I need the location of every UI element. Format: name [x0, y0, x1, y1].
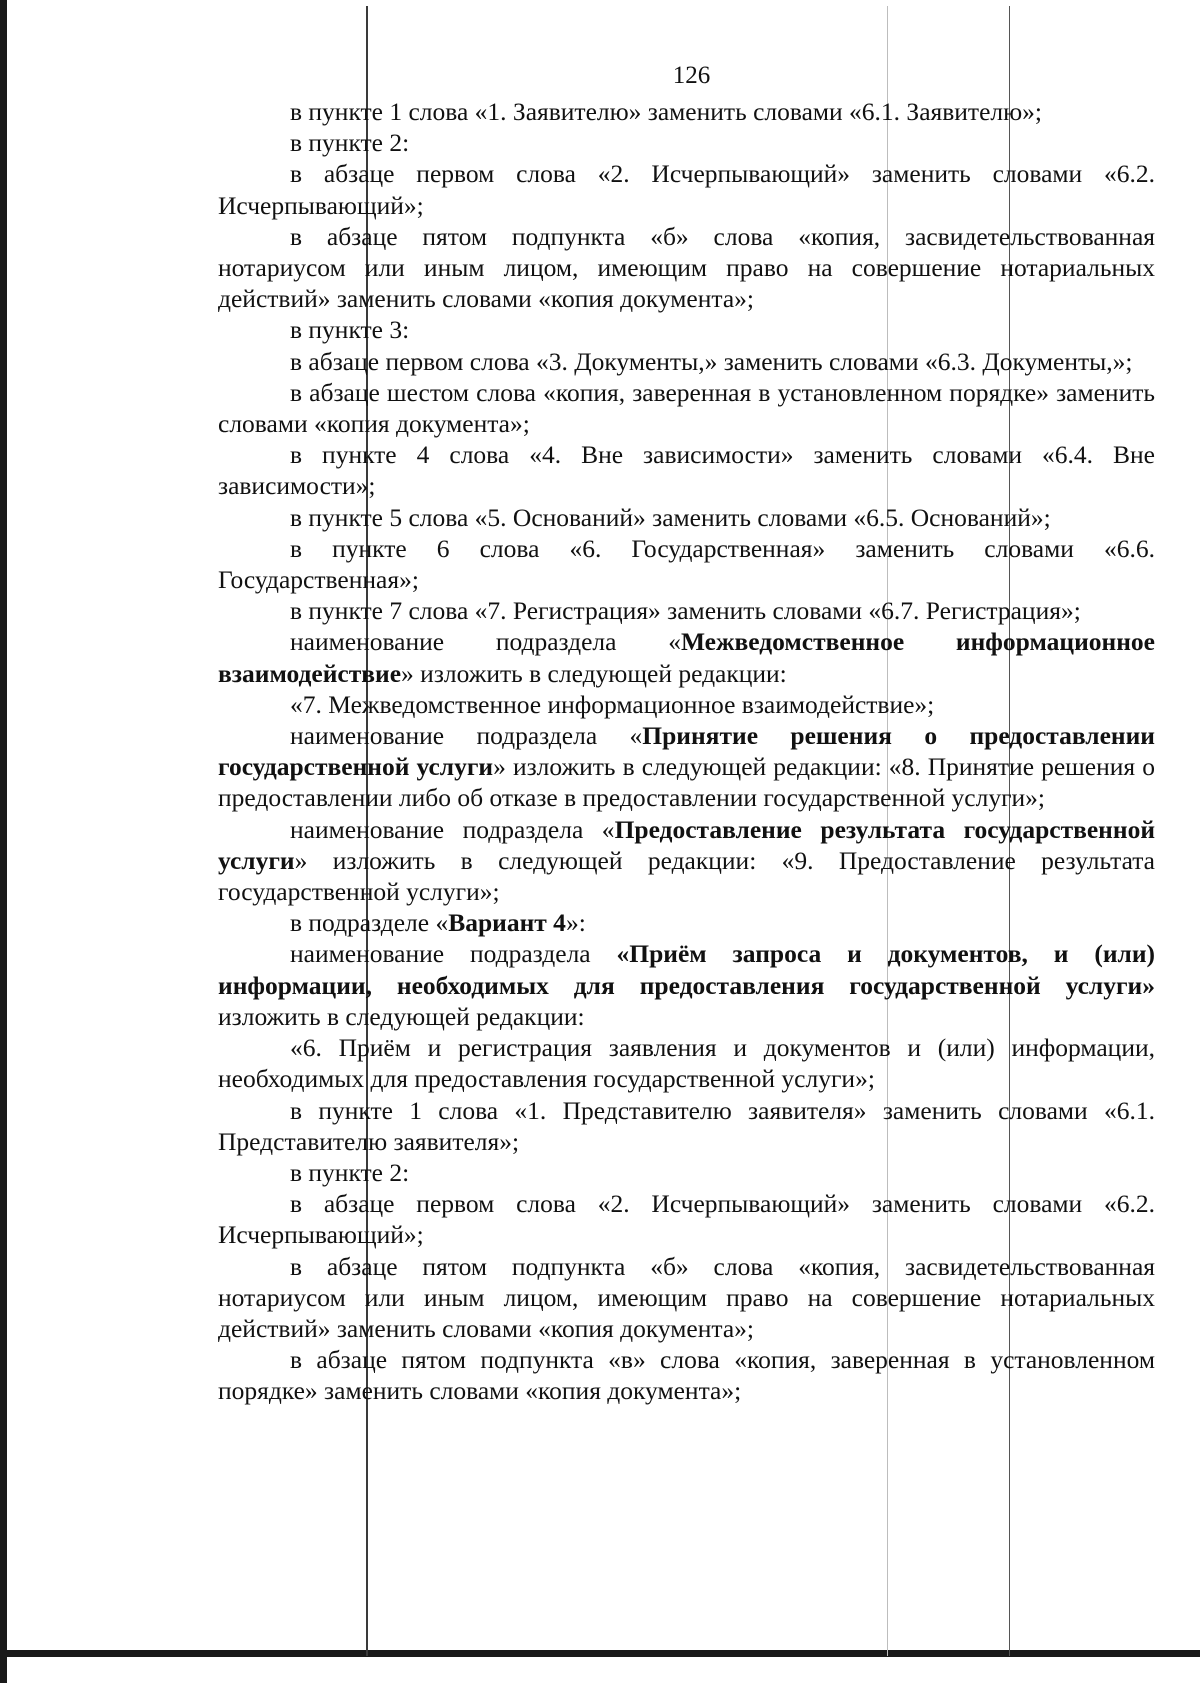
paragraph: в пункте 4 слова «4. Вне зависимости» заменить словами «6.4. Вне зависимости»; [218, 440, 1155, 501]
paragraph: в пункте 5 слова «5. Оснований» заменить словами «6.5. Оснований»; [290, 502, 1051, 532]
paragraph: в абзаце первом слова «2. Исчерпывающий» заменить словами «6.2. Исчерпывающий»; [218, 159, 1155, 220]
paragraph: в абзаце пятом подпункта «б» слова «копия, засвидетельствованная нотариусом или иным лицом, имеющим право на совершение нотариальных действий» заменить словами «копия документа»; [218, 221, 1155, 314]
paragraph: в абзаце первом слова «3. Документы,» заменить словами «6.3. Документы,»; [290, 346, 1133, 376]
paragraph: наименование подраздела «Межведомственное информационное взаимодействие» изложить в следующей редакции: [218, 627, 1155, 688]
paragraph: наименование подраздела «Приём запроса и документов, и (или) информации, необходимых для предоставления государственной услуги» изложить в следующей редакции: [218, 939, 1155, 1031]
paragraph: «7. Межведомственное информационное взаимодействие»; [290, 689, 935, 719]
paragraph: в абзаце шестом слова «копия, заверенная в установленном порядке» заменить словами «копия документа»; [218, 377, 1155, 439]
paragraph: в подразделе «Вариант 4»: [290, 908, 586, 938]
paragraph: в пункте 2: [290, 128, 410, 158]
paragraph: «6. Приём и регистрация заявления и документов и (или) информации, необходимых для предоставления государственной услуги»; [218, 1033, 1155, 1094]
paragraph: в пункте 6 слова «6. Государственная» заменить словами «6.6. Государственная»; [218, 533, 1155, 595]
paragraph: наименование подраздела «Принятие решения о предоставлении государственной услуги» изложить в следующей редакции: «8. Принятие решения о предоставлении либо об отказе в предоставлении государственной услуги»; [218, 721, 1156, 813]
paragraph: наименование подраздела «Предоставление результата государственной услуги» изложить в следующей редакции: «9. Предоставление результата государственной услуги»; [218, 814, 1156, 907]
scan-edge-bottom [0, 1650, 1200, 1657]
paragraph: в абзаце пятом подпункта «б» слова «копия, засвидетельствованная нотариусом или иным лицом, имеющим право на совершение нотариальных действий» заменить словами «копия документа»; [218, 1251, 1155, 1343]
paragraph: в абзаце первом слова «2. Исчерпывающий» заменить словами «6.2. Исчерпывающий»; [218, 1189, 1155, 1250]
paragraph: в пункте 3: [290, 315, 410, 345]
page-number: 126 [672, 62, 711, 89]
paragraph: в пункте 1 слова «1. Заявителю» заменить словами «6.1. Заявителю»; [290, 97, 1043, 126]
document-page [218, 60, 1155, 1407]
paragraph: в абзаце пятом подпункта «в» слова «копия, заверенная в установленном порядке» заменить словами «копия документа»; [218, 1345, 1155, 1406]
paragraph: в пункте 7 слова «7. Регистрация» заменить словами «6.7. Регистрация»; [290, 596, 1081, 626]
paragraph: в пункте 2: [290, 1157, 410, 1187]
paragraph: в пункте 1 слова «1. Представителю заявителя» заменить словами «6.1. Представителю заявителя»; [218, 1095, 1155, 1156]
scan-edge-left [0, 0, 7, 1683]
